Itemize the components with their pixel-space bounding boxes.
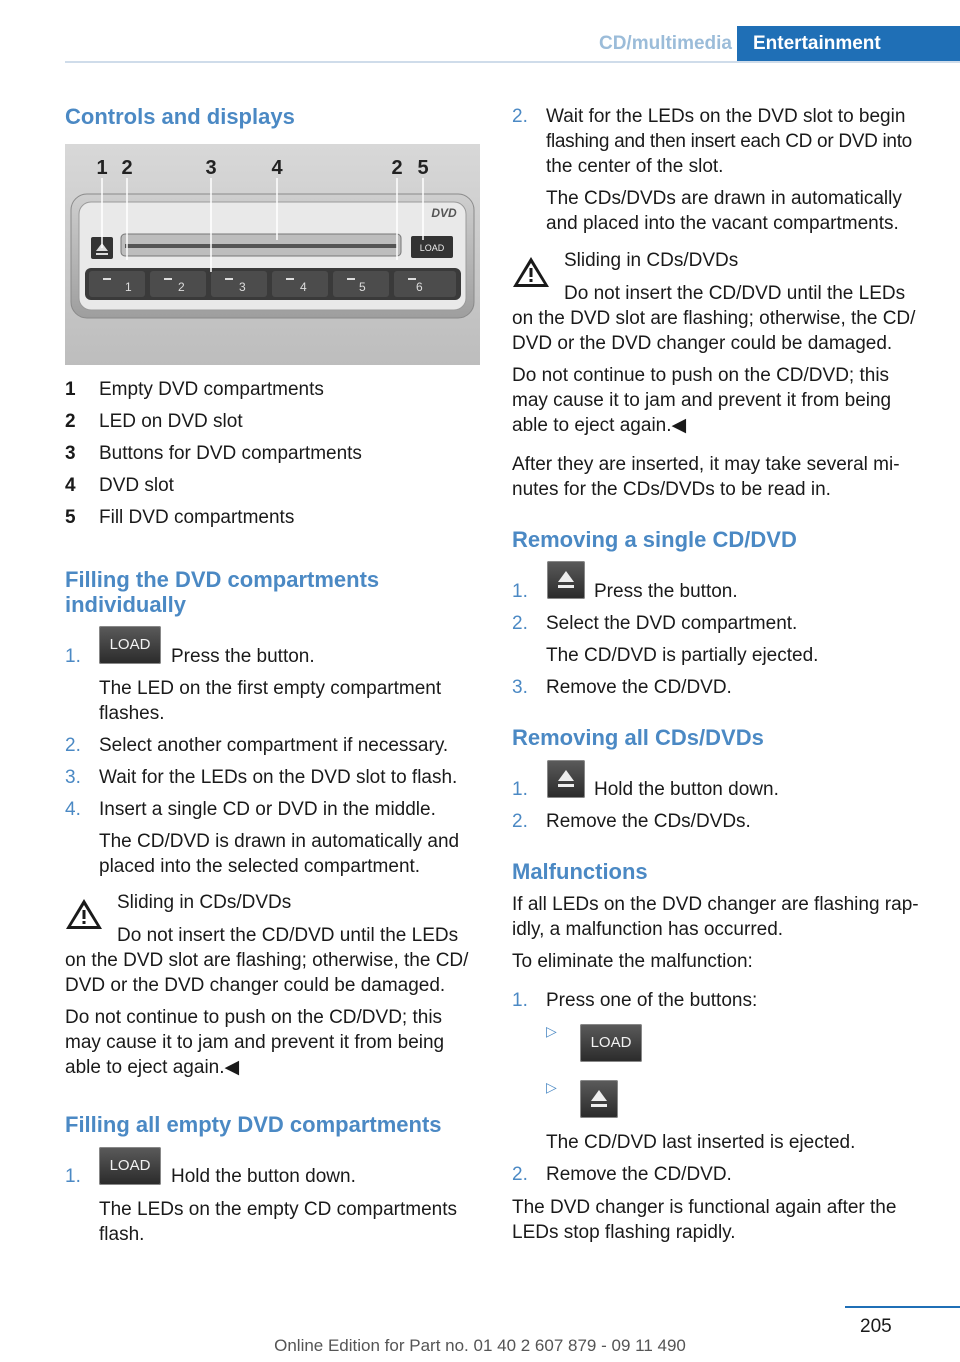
figure-button-5: 5 bbox=[359, 280, 366, 294]
edition-footer: Online Edition for Part no. 01 40 2 607 879 - 09 11 490 bbox=[274, 1336, 686, 1355]
warning-text: Do not insert the CD/DVD until the LEDs bbox=[117, 925, 459, 946]
figure-load-label: LOAD bbox=[419, 243, 445, 253]
step-text: Remove the CDs/DVDs. bbox=[546, 811, 751, 832]
step-number: 1. bbox=[512, 990, 528, 1011]
legend-num: 1 bbox=[65, 379, 76, 400]
step-subtext: and placed into the vacant compartments. bbox=[546, 213, 899, 234]
legend-num: 4 bbox=[65, 475, 76, 496]
step-text: Select the DVD compartment. bbox=[546, 613, 798, 634]
eject-button-icon bbox=[547, 561, 585, 599]
warning-text: may cause it to jam and prevent it from being bbox=[65, 1032, 445, 1053]
step-number: 1. bbox=[512, 581, 528, 602]
step-number: 1. bbox=[512, 779, 528, 800]
step-text: Hold the button down. bbox=[171, 1166, 356, 1187]
page-number: 205 bbox=[860, 1316, 892, 1337]
step-subtext: flashes. bbox=[99, 703, 165, 724]
step-text: Press the button. bbox=[594, 581, 738, 602]
warning-icon bbox=[511, 254, 551, 290]
figure-button-3: 3 bbox=[239, 280, 246, 294]
warning-text: on the DVD slot are flashing; otherwise, the CD/ bbox=[512, 308, 916, 329]
figure-button-4: 4 bbox=[300, 280, 307, 294]
remove-single-title: Removing a single CD/DVD bbox=[512, 527, 797, 552]
step-text: Remove the CD/DVD. bbox=[546, 1164, 732, 1185]
step-text: Select another compartment if necessary. bbox=[99, 735, 449, 756]
legend-num: 3 bbox=[65, 443, 76, 464]
callout-5: 5 bbox=[417, 157, 429, 179]
step-number: 4. bbox=[65, 799, 81, 820]
load-button-icon: LOAD bbox=[99, 626, 161, 664]
legend-text: Fill DVD compartments bbox=[99, 507, 295, 528]
warning-text: DVD or the DVD changer could be damaged. bbox=[512, 333, 893, 354]
step-text: Wait for the LEDs on the DVD slot to flash. bbox=[99, 767, 458, 788]
step-text: Press one of the buttons: bbox=[546, 990, 758, 1011]
controls-title: Controls and displays bbox=[65, 104, 295, 129]
load-button-icon: LOAD bbox=[580, 1024, 642, 1062]
warning-text: DVD or the DVD changer could be damaged. bbox=[65, 975, 446, 996]
header-rule bbox=[65, 61, 960, 63]
legend-text: DVD slot bbox=[99, 475, 174, 496]
load-button-icon: LOAD bbox=[99, 1147, 161, 1185]
callout-3: 3 bbox=[205, 157, 217, 179]
step-text: flashing and then insert each CD or DVD into bbox=[546, 131, 912, 152]
step-text: the center of the slot. bbox=[546, 156, 724, 177]
bullet-icon: ▷ bbox=[546, 1023, 557, 1039]
legend-text: Buttons for DVD compartments bbox=[99, 443, 362, 464]
paragraph: After they are inserted, it may take several mi‐ bbox=[512, 454, 900, 475]
figure-button-1: 1 bbox=[125, 280, 132, 294]
step-text: Press the button. bbox=[171, 646, 315, 667]
step-subtext: placed into the selected compartment. bbox=[99, 856, 421, 877]
fill-individually-title: Filling the DVD compartments bbox=[65, 567, 380, 592]
step-number: 1. bbox=[65, 646, 81, 667]
remove-all-title: Removing all CDs/DVDs bbox=[512, 725, 764, 750]
step-subtext: The CD/DVD last inserted is ejected. bbox=[546, 1132, 856, 1153]
warning-text: Do not continue to push on the CD/DVD; this bbox=[512, 365, 890, 386]
paragraph: To eliminate the malfunction: bbox=[512, 951, 753, 972]
fill-individually-title-cont: individually bbox=[65, 592, 187, 617]
step-number: 2. bbox=[65, 735, 81, 756]
section-tab[interactable]: CD/multimedia bbox=[598, 33, 732, 54]
warning-title: Sliding in CDs/DVDs bbox=[564, 250, 739, 271]
step-subtext: The CDs/DVDs are drawn in automatically bbox=[546, 188, 902, 209]
eject-button-icon bbox=[580, 1080, 618, 1118]
chapter-tab[interactable]: Entertainment bbox=[737, 26, 960, 62]
step-number: 2. bbox=[512, 106, 528, 127]
paragraph: LEDs stop flashing rapidly. bbox=[512, 1222, 736, 1243]
step-text: Hold the button down. bbox=[594, 779, 779, 800]
legend-num: 2 bbox=[65, 411, 76, 432]
step-text: Remove the CD/DVD. bbox=[546, 677, 732, 698]
legend-text: LED on DVD slot bbox=[99, 411, 243, 432]
warning-text: Do not insert the CD/DVD until the LEDs bbox=[564, 283, 906, 304]
step-subtext: The LEDs on the empty CD compartments bbox=[99, 1199, 457, 1220]
figure-dvd-logo: DVD bbox=[431, 206, 457, 220]
step-subtext: The CD/DVD is partially ejected. bbox=[546, 645, 819, 666]
step-subtext: The LED on the first empty compartment bbox=[99, 678, 442, 699]
step-subtext: The CD/DVD is drawn in automatically and bbox=[99, 831, 460, 852]
callout-2b: 2 bbox=[391, 157, 403, 179]
step-subtext: flash. bbox=[99, 1224, 145, 1245]
callout-2: 2 bbox=[121, 157, 133, 179]
paragraph: The DVD changer is functional again after the bbox=[512, 1197, 897, 1218]
paragraph: If all LEDs on the DVD changer are flashing rap‐ bbox=[512, 894, 919, 915]
warning-text: Do not continue to push on the CD/DVD; this bbox=[65, 1007, 443, 1028]
legend-num: 5 bbox=[65, 507, 76, 528]
step-number: 2. bbox=[512, 1164, 528, 1185]
dvd-changer-figure bbox=[65, 144, 480, 365]
warning-icon bbox=[64, 896, 104, 932]
eject-button-icon bbox=[547, 760, 585, 798]
callout-4: 4 bbox=[271, 157, 283, 179]
figure-button-2: 2 bbox=[178, 280, 185, 294]
warning-text: able to eject again.◀ bbox=[65, 1057, 240, 1078]
step-number: 3. bbox=[512, 677, 528, 698]
step-number: 2. bbox=[512, 613, 528, 634]
step-text: Insert a single CD or DVD in the middle. bbox=[99, 799, 436, 820]
step-number: 1. bbox=[65, 1166, 81, 1187]
step-number: 3. bbox=[65, 767, 81, 788]
warning-title: Sliding in CDs/DVDs bbox=[117, 892, 292, 913]
bullet-icon: ▷ bbox=[546, 1079, 557, 1095]
warning-text: on the DVD slot are flashing; otherwise, the CD/ bbox=[65, 950, 469, 971]
figure-button-6: 6 bbox=[416, 280, 423, 294]
step-number: 2. bbox=[512, 811, 528, 832]
legend-text: Empty DVD compartments bbox=[99, 379, 324, 400]
paragraph: idly, a malfunction has occurred. bbox=[512, 919, 784, 940]
callout-1: 1 bbox=[96, 157, 108, 179]
malfunctions-title: Malfunctions bbox=[512, 859, 648, 884]
warning-text: able to eject again.◀ bbox=[512, 415, 687, 436]
step-text: Wait for the LEDs on the DVD slot to begin bbox=[546, 106, 906, 127]
fill-all-title: Filling all empty DVD compartments bbox=[65, 1112, 442, 1137]
paragraph: nutes for the CDs/DVDs to be read in. bbox=[512, 479, 831, 500]
warning-text: may cause it to jam and prevent it from being bbox=[512, 390, 892, 411]
footer-rule bbox=[845, 1306, 960, 1308]
